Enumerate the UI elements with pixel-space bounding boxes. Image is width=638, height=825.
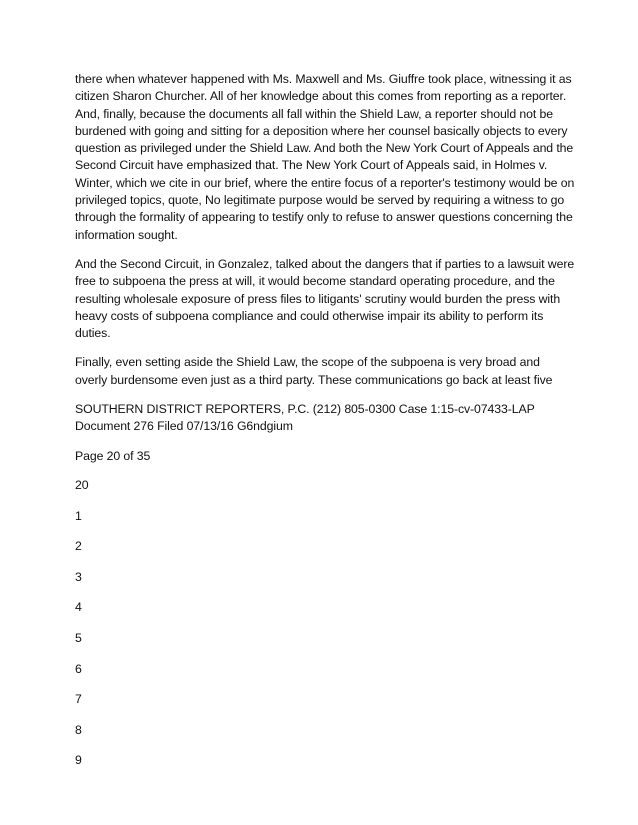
- paragraph-2: And the Second Circuit, in Gonzalez, talked about the dangers that if parties to a lawsuit were free to subpoena the press at will, it would become standard operating procedure, and the resulting wholesale exposure of press files to litigants' scrutiny would burden the press with heavy costs of subpoena compliance and could otherwise impair its ability to perform its duties.: [75, 256, 575, 341]
- paragraph-1: there when whatever happened with Ms. Maxwell and Ms. Giuffre took place, witnessing it as citizen Sharon Churcher. All of her knowledge about this comes from reporting as a reporter. And, finally, because the documents all fall within the Shield Law, a reporter should not be burdened with going and sitting for a deposition where her counsel basically objects to every question as privileged under the Shield Law. And both the New York Court of Appeals and the Second Circuit have emphasized that. The New York Court of Appeals said, in Holmes v. Winter, which we cite in our brief, where the entire focus of a reporter's testimony would be on privileged topics, quote, No legitimate purpose would be served by requiring a witness to go through the formality of appearing to testify only to refuse to answer questions concerning the information sought.: [75, 72, 575, 242]
- paragraph-3: Finally, even setting aside the Shield Law, the scope of the subpoena is very broad and overly burdensome even just as a third party. These communications go back at least five: [75, 355, 553, 387]
- line-number: 4: [75, 600, 82, 615]
- court-reporter-footer: SOUTHERN DISTRICT REPORTERS, P.C. (212) 805-0300 Case 1:15-cv-07433-LAP Document 276 Filed 07/13/16 G6ndgium: [75, 402, 535, 434]
- line-number: 2: [75, 539, 82, 554]
- line-number: 5: [75, 630, 82, 645]
- page-number-label: Page 20 of 35: [75, 448, 151, 463]
- line-number: 9: [75, 753, 82, 768]
- line-number-list: [75, 477, 575, 783]
- line-number: 20: [75, 477, 89, 492]
- line-number: 3: [75, 569, 82, 584]
- line-number: 7: [75, 692, 82, 707]
- document-page: [75, 71, 575, 783]
- line-number: 8: [75, 722, 82, 737]
- line-number: 1: [75, 508, 82, 523]
- line-number: 6: [75, 661, 82, 676]
